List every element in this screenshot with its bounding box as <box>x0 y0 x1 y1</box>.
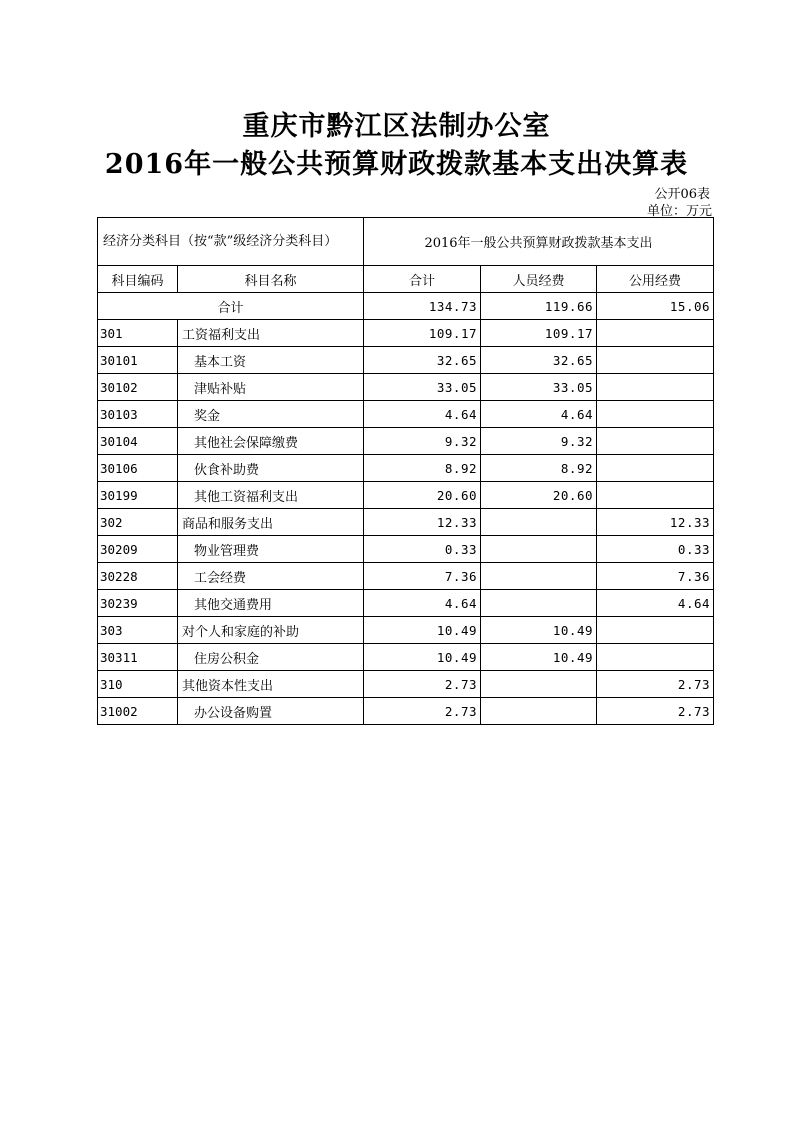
row-public <box>597 320 714 347</box>
group-header: 2016年一般公共预算财政拨款基本支出 <box>364 218 714 266</box>
total-public: 15.06 <box>597 293 714 320</box>
total-personnel: 119.66 <box>481 293 597 320</box>
row-public <box>597 455 714 482</box>
row-personnel: 10.49 <box>481 617 597 644</box>
row-total: 7.36 <box>364 563 481 590</box>
row-total: 4.64 <box>364 590 481 617</box>
row-total: 32.65 <box>364 347 481 374</box>
row-personnel <box>481 563 597 590</box>
row-name: 其他工资福利支出 <box>178 482 364 509</box>
row-public <box>597 374 714 401</box>
document-title: 重庆市黔江区法制办公室 <box>242 111 551 142</box>
row-total: 12.33 <box>364 509 481 536</box>
row-personnel <box>481 536 597 563</box>
row-total: 2.73 <box>364 698 481 725</box>
row-name: 其他社会保障缴费 <box>178 428 364 455</box>
row-code: 30311 <box>98 644 178 671</box>
row-code: 30209 <box>98 536 178 563</box>
row-name: 对个人和家庭的补助 <box>178 617 364 644</box>
row-code: 30103 <box>98 401 178 428</box>
row-public: 2.73 <box>597 698 714 725</box>
row-code: 310 <box>98 671 178 698</box>
row-total: 8.92 <box>364 455 481 482</box>
row-name: 办公设备购置 <box>178 698 364 725</box>
table-row <box>98 590 714 617</box>
header-row-1 <box>98 218 714 266</box>
row-personnel: 10.49 <box>481 644 597 671</box>
row-personnel <box>481 509 597 536</box>
row-code: 30106 <box>98 455 178 482</box>
table-row <box>98 347 714 374</box>
table-row <box>98 428 714 455</box>
row-total: 20.60 <box>364 482 481 509</box>
row-personnel: 4.64 <box>481 401 597 428</box>
row-public: 7.36 <box>597 563 714 590</box>
row-personnel: 109.17 <box>481 320 597 347</box>
row-name: 基本工资 <box>178 347 364 374</box>
table-row <box>98 401 714 428</box>
row-name: 工资福利支出 <box>178 320 364 347</box>
row-code: 30104 <box>98 428 178 455</box>
row-public <box>597 401 714 428</box>
row-name: 商品和服务支出 <box>178 509 364 536</box>
table-row <box>98 509 714 536</box>
table-row <box>98 617 714 644</box>
row-name: 工会经费 <box>178 563 364 590</box>
total-row <box>98 293 714 320</box>
row-name: 物业管理费 <box>178 536 364 563</box>
row-code: 30199 <box>98 482 178 509</box>
row-total: 2.73 <box>364 671 481 698</box>
row-code: 30102 <box>98 374 178 401</box>
row-name: 住房公积金 <box>178 644 364 671</box>
row-personnel: 33.05 <box>481 374 597 401</box>
row-public <box>597 644 714 671</box>
row-code: 30228 <box>98 563 178 590</box>
row-personnel: 9.32 <box>481 428 597 455</box>
total-amount: 134.73 <box>364 293 481 320</box>
row-personnel <box>481 590 597 617</box>
table-row <box>98 482 714 509</box>
row-public: 0.33 <box>597 536 714 563</box>
row-personnel: 20.60 <box>481 482 597 509</box>
row-total: 9.32 <box>364 428 481 455</box>
table-row <box>98 563 714 590</box>
row-code: 31002 <box>98 698 178 725</box>
col-public-header: 公用经费 <box>597 266 714 293</box>
row-name: 奖金 <box>178 401 364 428</box>
total-label: 合计 <box>98 293 364 320</box>
col-personnel-header: 人员经费 <box>481 266 597 293</box>
budget-table <box>97 217 714 725</box>
row-code: 303 <box>98 617 178 644</box>
row-total: 109.17 <box>364 320 481 347</box>
table-row <box>98 698 714 725</box>
row-name: 伙食补助费 <box>178 455 364 482</box>
row-code: 30239 <box>98 590 178 617</box>
row-name: 其他资本性支出 <box>178 671 364 698</box>
table-row <box>98 644 714 671</box>
classification-header: 经济分类科目（按“款”级经济分类科目） <box>98 218 364 266</box>
row-name: 其他交通费用 <box>178 590 364 617</box>
row-public: 12.33 <box>597 509 714 536</box>
row-personnel <box>481 698 597 725</box>
table-row <box>98 320 714 347</box>
unit-label: 单位：万元 <box>646 204 712 219</box>
table-row <box>98 374 714 401</box>
row-public <box>597 482 714 509</box>
col-name-header: 科目名称 <box>178 266 364 293</box>
table-row <box>98 671 714 698</box>
col-code-header: 科目编码 <box>98 266 178 293</box>
row-total: 0.33 <box>364 536 481 563</box>
form-code: 公开06表 <box>654 187 710 202</box>
row-public: 4.64 <box>597 590 714 617</box>
row-code: 301 <box>98 320 178 347</box>
row-total: 10.49 <box>364 617 481 644</box>
document-subtitle: 2016年一般公共预算财政拨款基本支出决算表 <box>104 149 689 180</box>
table-row <box>98 455 714 482</box>
row-personnel: 32.65 <box>481 347 597 374</box>
row-public: 2.73 <box>597 671 714 698</box>
row-name: 津贴补贴 <box>178 374 364 401</box>
header-row-2 <box>98 266 714 293</box>
row-public <box>597 347 714 374</box>
row-total: 10.49 <box>364 644 481 671</box>
row-public <box>597 617 714 644</box>
row-personnel <box>481 671 597 698</box>
row-total: 4.64 <box>364 401 481 428</box>
row-public <box>597 428 714 455</box>
row-personnel: 8.92 <box>481 455 597 482</box>
row-code: 302 <box>98 509 178 536</box>
table-row <box>98 536 714 563</box>
col-total-header: 合计 <box>364 266 481 293</box>
row-total: 33.05 <box>364 374 481 401</box>
row-code: 30101 <box>98 347 178 374</box>
